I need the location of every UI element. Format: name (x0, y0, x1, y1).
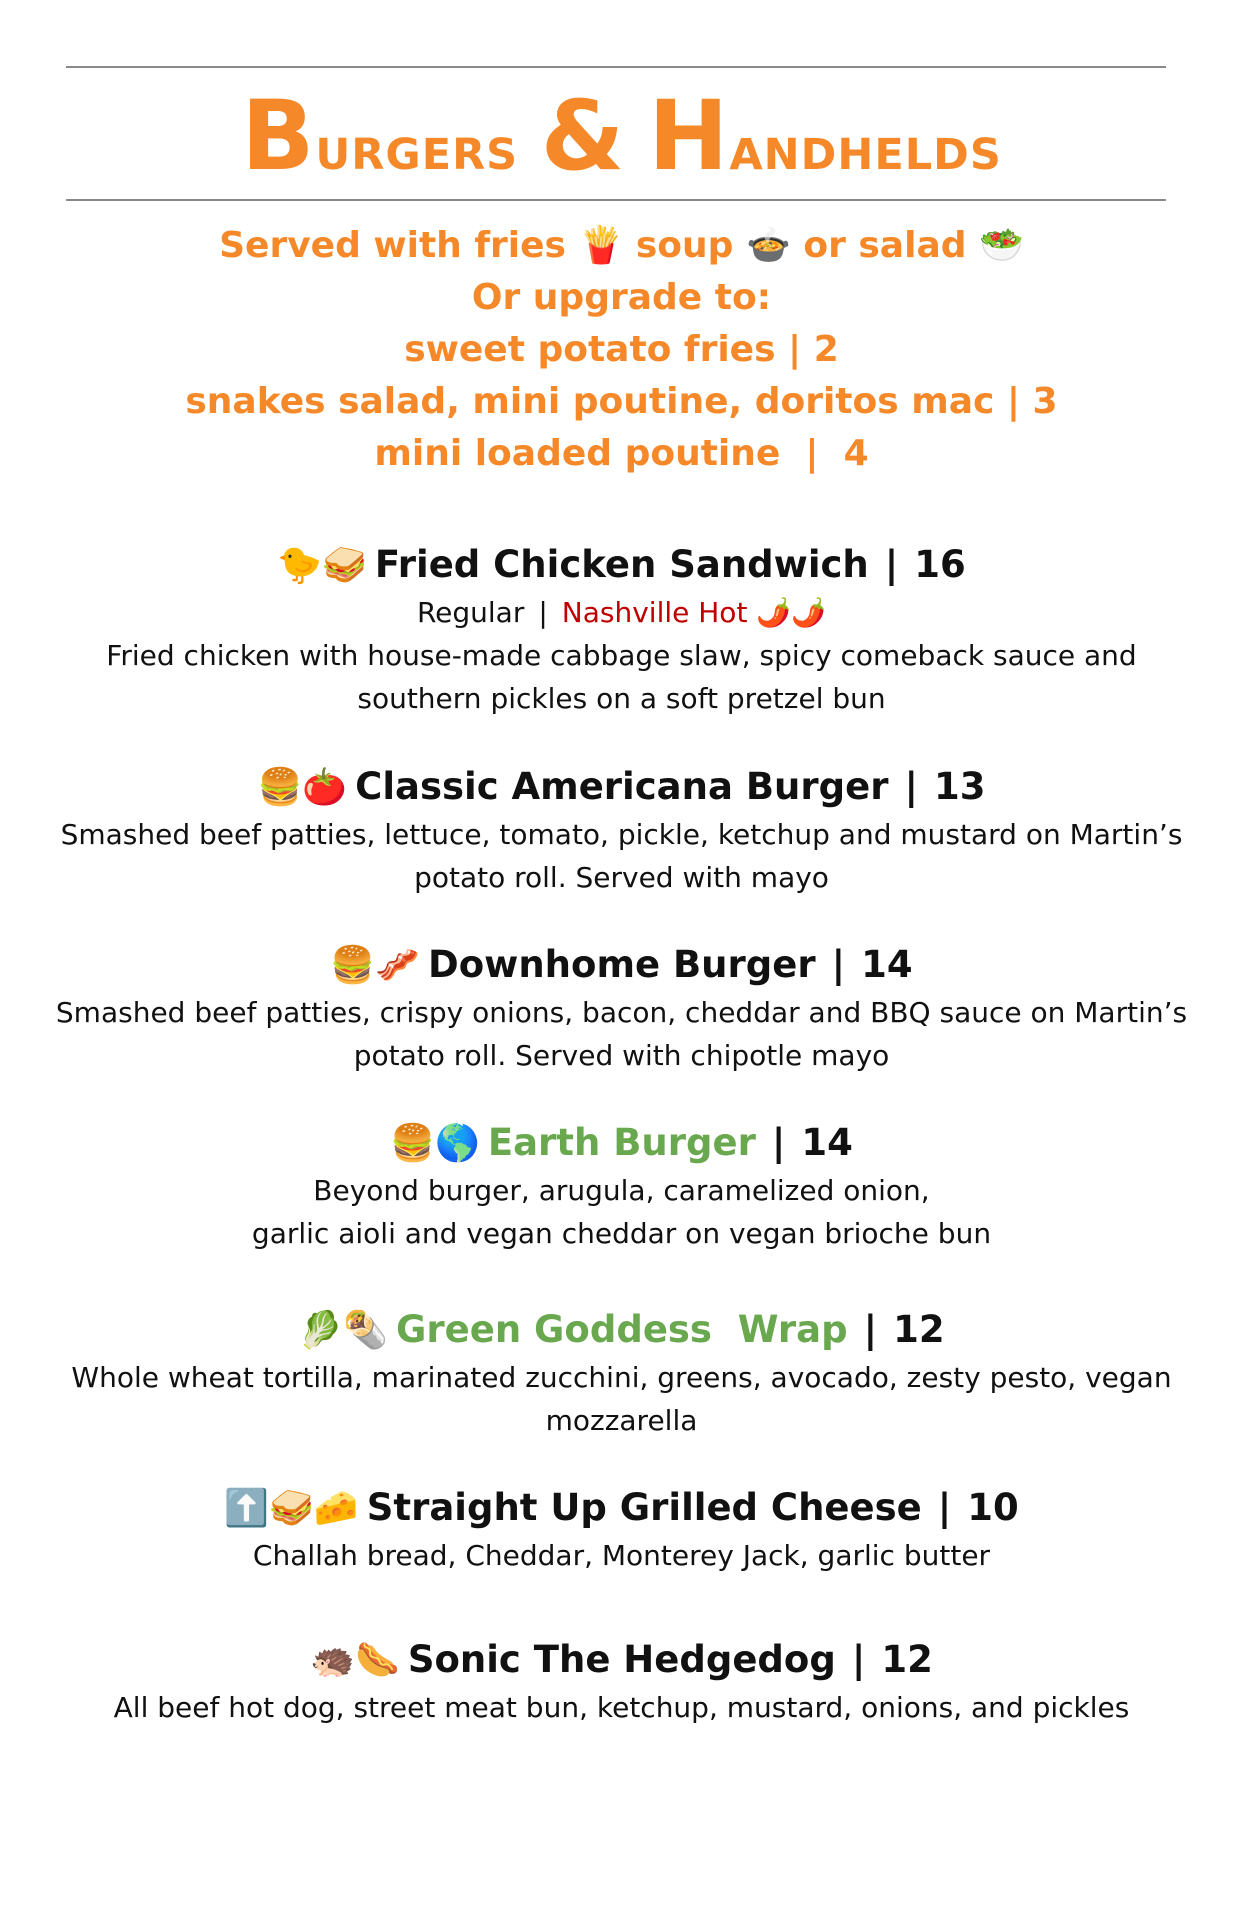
item-name: Green Goddess Wrap (396, 1308, 848, 1351)
item-price: 14 (861, 943, 913, 986)
title-word-2: andhelds (729, 111, 1002, 184)
bottom-divider (66, 199, 1166, 201)
item-description-line: potato roll. Served with mayo (414, 861, 829, 894)
menu-item (0, 1118, 1243, 1255)
sides-soup-text: soup (635, 225, 734, 266)
price-separator: | (937, 1486, 952, 1529)
item-price: 12 (893, 1308, 945, 1351)
sides-line-1 (0, 220, 1243, 272)
item-description-line: potato roll. Served with chipotle mayo (353, 1039, 890, 1072)
sides-upgrade-2: snakes salad, mini poutine, doritos mac | 3 (185, 381, 1058, 422)
sides-salad-text: or salad (803, 225, 967, 266)
salad-icon: 🥗 (979, 225, 1024, 266)
sides-upgrade-1: sweet potato fries | 2 (404, 329, 839, 370)
item-price: 14 (801, 1121, 853, 1164)
leafy-green-burrito-icon: 🥬🌯 (298, 1310, 389, 1351)
title-word-1: urgers (315, 111, 519, 184)
item-description-line: mozzarella (545, 1404, 698, 1437)
title-ampersand: & (540, 80, 626, 192)
sides-upgrade-3: mini loaded poutine | 4 (374, 433, 869, 474)
item-heading (0, 1635, 1243, 1686)
item-description-line: garlic aioli and vegan cheddar on vegan brioche bun (251, 1217, 992, 1250)
item-heading (0, 1305, 1243, 1356)
fries-icon: 🍟 (578, 225, 624, 266)
item-price: 16 (914, 543, 966, 586)
hedgehog-hotdog-icon: 🦔🌭 (310, 1640, 400, 1681)
menu-item (0, 762, 1243, 899)
chili-pepper-icon: 🌶️🌶️ (756, 596, 827, 629)
item-description-line: Challah bread, Cheddar, Monterey Jack, garlic butter (252, 1539, 991, 1572)
item-description-line: Fried chicken with house-made cabbage slaw, spicy comeback sauce and (106, 639, 1137, 672)
menu-item (0, 1635, 1243, 1729)
sides-upgrade-heading: Or upgrade to: (471, 277, 772, 318)
price-separator: | (771, 1121, 786, 1164)
burger-bacon-icon: 🍔🥓 (330, 945, 421, 986)
price-separator: | (831, 943, 846, 986)
variant-separator: | (538, 596, 548, 629)
item-name: Classic Americana Burger (355, 765, 889, 808)
item-name: Fried Chicken Sandwich (374, 543, 869, 586)
item-heading (0, 1118, 1243, 1169)
item-description-line: southern pickles on a soft pretzel bun (357, 682, 886, 715)
burger-tomato-icon: 🍔🍅 (257, 767, 348, 808)
soup-icon: 🍲 (745, 225, 791, 266)
top-divider (66, 66, 1166, 68)
sides-info (0, 220, 1243, 480)
menu-item (0, 540, 1243, 720)
title-initial-h: H (648, 80, 730, 192)
item-description-line: All beef hot dog, street meat bun, ketchup, mustard, onions, and pickles (113, 1691, 1130, 1724)
title-initial-b: B (241, 80, 316, 192)
variant-regular: Regular (416, 596, 525, 629)
chick-sandwich-icon: 🐤🥪 (277, 545, 367, 586)
menu-item (0, 1483, 1243, 1577)
item-price: 10 (967, 1486, 1019, 1529)
item-name: Straight Up Grilled Cheese (366, 1486, 922, 1529)
item-name: Sonic The Hedgedog (407, 1638, 836, 1681)
item-heading (0, 940, 1243, 991)
burger-globe-icon: 🍔🌎 (390, 1123, 480, 1164)
sides-fries-text: Served with fries (219, 225, 566, 266)
item-heading (0, 1483, 1243, 1534)
item-variants (0, 591, 1243, 634)
item-name: Earth Burger (487, 1121, 756, 1164)
item-description-line: Smashed beef patties, lettuce, tomato, pickle, ketchup and mustard on Martin’s (60, 818, 1183, 851)
item-description-line: Smashed beef patties, crispy onions, bacon, cheddar and BBQ sauce on Martin’s (55, 996, 1188, 1029)
up-arrow-sandwich-cheese-icon: ⬆️🥪🧀 (224, 1488, 359, 1529)
price-separator: | (851, 1638, 866, 1681)
price-separator: | (863, 1308, 878, 1351)
item-description-line: Beyond burger, arugula, caramelized onion, (313, 1174, 930, 1207)
menu-item (0, 940, 1243, 1077)
variant-nashville-hot: Nashville Hot (561, 596, 748, 629)
item-description-line: Whole wheat tortilla, marinated zucchini, greens, avocado, zesty pesto, vegan (71, 1361, 1172, 1394)
page-title (0, 80, 1243, 198)
menu-item (0, 1305, 1243, 1442)
item-price: 13 (933, 765, 986, 808)
item-name: Downhome Burger (428, 943, 816, 986)
price-separator: | (884, 543, 899, 586)
item-heading (0, 762, 1243, 813)
item-price: 12 (881, 1638, 933, 1681)
price-separator: | (904, 765, 918, 808)
item-heading (0, 540, 1243, 591)
